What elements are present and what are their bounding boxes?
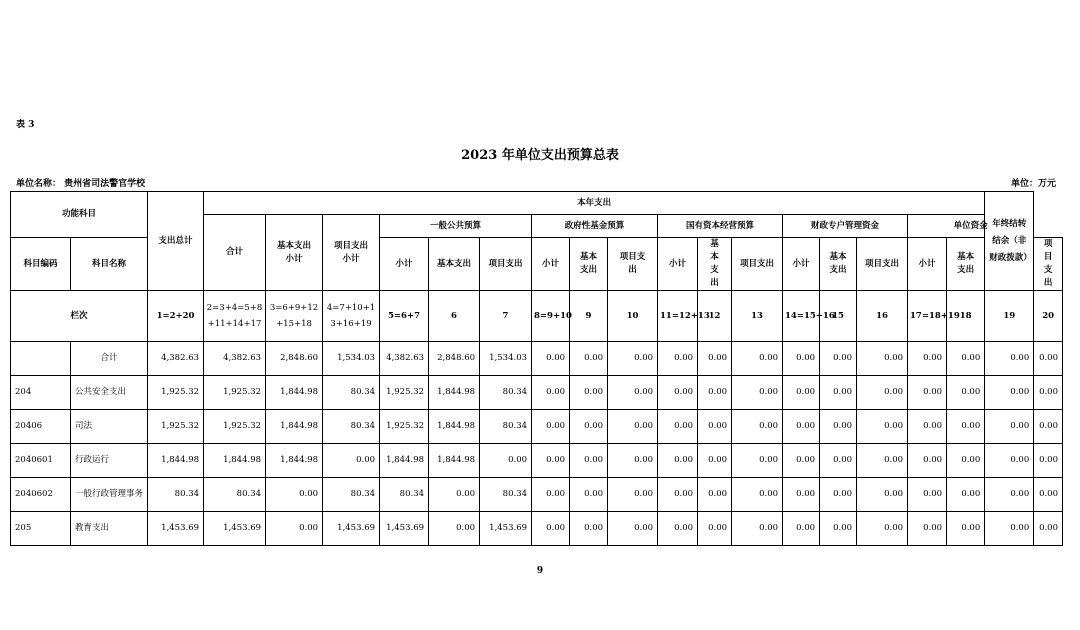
amount-cell: 0.00 <box>820 376 857 410</box>
header-general-project: 项目支出 <box>480 238 532 291</box>
amount-cell: 0.00 <box>947 444 985 478</box>
amount-cell: 0.00 <box>732 444 783 478</box>
amount-cell: 0.00 <box>1034 376 1063 410</box>
subject-code <box>11 342 71 376</box>
amount-cell: 0.00 <box>266 478 323 512</box>
amount-cell: 0.00 <box>658 478 698 512</box>
amount-cell: 1,844.98 <box>266 444 323 478</box>
amount-cell: 0.00 <box>908 410 947 444</box>
header-unit-fund: 单位资金 <box>908 215 1034 238</box>
amount-cell: 0.00 <box>732 410 783 444</box>
subject-name: 教育支出 <box>71 512 148 546</box>
header-special-basic: 基本支出 <box>820 238 857 291</box>
formula-cell: 3=6+9+12+15+18 <box>266 291 323 342</box>
amount-cell: 0.00 <box>429 478 480 512</box>
amount-cell: 80.34 <box>480 478 532 512</box>
amount-cell: 0.00 <box>783 376 820 410</box>
amount-cell: 0.00 <box>857 410 908 444</box>
amount-cell: 0.00 <box>698 410 732 444</box>
amount-cell: 0.00 <box>532 512 570 546</box>
amount-cell: 4,382.63 <box>204 342 266 376</box>
amount-cell: 1,925.32 <box>204 376 266 410</box>
amount-cell: 80.34 <box>323 376 380 410</box>
header-state-project: 项目支出 <box>732 238 783 291</box>
page-number: 9 <box>536 566 544 576</box>
amount-cell: 0.00 <box>857 478 908 512</box>
amount-cell: 0.00 <box>820 512 857 546</box>
amount-cell: 0.00 <box>985 376 1034 410</box>
formula-cell: 12 <box>698 291 732 342</box>
table-row <box>11 512 1063 546</box>
amount-cell: 0.00 <box>820 444 857 478</box>
amount-cell: 0.00 <box>570 342 608 376</box>
amount-cell: 4,382.63 <box>148 342 204 376</box>
amount-cell: 0.00 <box>429 512 480 546</box>
amount-cell: 0.00 <box>570 410 608 444</box>
formula-cell: 5=6+7 <box>380 291 429 342</box>
header-basic-subtotal: 基本支出小计 <box>266 215 323 291</box>
amount-cell: 0.00 <box>985 444 1034 478</box>
amount-cell: 0.00 <box>698 444 732 478</box>
table-label: 表 3 <box>16 120 35 130</box>
amount-cell: 0.00 <box>658 512 698 546</box>
header-gov-fund: 政府性基金预算 <box>532 215 658 238</box>
amount-cell: 2,848.60 <box>266 342 323 376</box>
amount-cell: 0.00 <box>783 342 820 376</box>
header-total: 支出总计 <box>148 192 204 291</box>
amount-cell: 0.00 <box>820 342 857 376</box>
amount-cell: 0.00 <box>783 444 820 478</box>
amount-cell: 1,453.69 <box>380 512 429 546</box>
header-gov-basic: 基本支出 <box>570 238 608 291</box>
amount-cell: 2,848.60 <box>429 342 480 376</box>
amount-cell: 1,534.03 <box>480 342 532 376</box>
amount-cell: 0.00 <box>857 512 908 546</box>
table-row <box>11 376 1063 410</box>
subject-name: 合计 <box>71 342 148 376</box>
formula-cell: 10 <box>608 291 658 342</box>
amount-cell: 0.00 <box>570 512 608 546</box>
header-code: 科目编码 <box>11 238 71 291</box>
amount-cell: 0.00 <box>532 342 570 376</box>
amount-cell: 0.00 <box>532 478 570 512</box>
header-special-project: 项目支出 <box>857 238 908 291</box>
amount-cell: 0.00 <box>908 376 947 410</box>
amount-cell: 80.34 <box>323 478 380 512</box>
amount-cell: 80.34 <box>480 410 532 444</box>
formula-label: 栏次 <box>11 291 148 342</box>
amount-cell: 0.00 <box>323 444 380 478</box>
amount-cell: 0.00 <box>658 342 698 376</box>
header-unit-basic: 基本支出 <box>947 238 985 291</box>
header-unit-project: 项目支出 <box>1034 238 1063 291</box>
header-gov-project: 项目支出 <box>608 238 658 291</box>
amount-cell: 0.00 <box>985 342 1034 376</box>
amount-cell: 1,453.69 <box>204 512 266 546</box>
header-state-basic: 基本支出 <box>698 238 732 291</box>
amount-cell: 0.00 <box>908 444 947 478</box>
amount-cell: 80.34 <box>480 376 532 410</box>
table-row <box>11 444 1063 478</box>
formula-cell: 20 <box>1034 291 1063 342</box>
table-row <box>11 478 1063 512</box>
subject-code: 2040601 <box>11 444 71 478</box>
amount-cell: 0.00 <box>608 478 658 512</box>
amount-cell: 1,844.98 <box>380 444 429 478</box>
page-title: 2023 年单位支出预算总表 <box>461 148 619 163</box>
unit-name: 单位名称： 贵州省司法警官学校 <box>16 179 146 189</box>
formula-cell: 2=3+4=5+8+11+14+17 <box>204 291 266 342</box>
amount-cell: 0.00 <box>608 410 658 444</box>
amount-cell: 1,453.69 <box>323 512 380 546</box>
header-name: 科目名称 <box>71 238 148 291</box>
amount-cell: 80.34 <box>148 478 204 512</box>
amount-cell: 0.00 <box>857 444 908 478</box>
amount-cell: 0.00 <box>947 512 985 546</box>
amount-cell: 0.00 <box>658 444 698 478</box>
amount-cell: 0.00 <box>857 376 908 410</box>
amount-cell: 0.00 <box>820 478 857 512</box>
budget-table <box>10 191 1063 546</box>
amount-cell: 1,844.98 <box>429 444 480 478</box>
formula-cell: 4=7+10+13+16+19 <box>323 291 380 342</box>
amount-cell: 0.00 <box>783 478 820 512</box>
amount-cell: 0.00 <box>732 376 783 410</box>
header-current-year: 本年支出 <box>204 192 985 215</box>
amount-cell: 0.00 <box>608 444 658 478</box>
amount-cell: 80.34 <box>380 478 429 512</box>
header-state-capital: 国有资本经营预算 <box>658 215 783 238</box>
amount-cell: 0.00 <box>947 478 985 512</box>
amount-cell: 0.00 <box>985 410 1034 444</box>
amount-cell: 1,453.69 <box>480 512 532 546</box>
amount-cell: 0.00 <box>732 342 783 376</box>
amount-cell: 0.00 <box>985 478 1034 512</box>
amount-cell: 0.00 <box>857 342 908 376</box>
amount-cell: 1,925.32 <box>380 410 429 444</box>
amount-cell: 0.00 <box>608 376 658 410</box>
amount-cell: 0.00 <box>266 512 323 546</box>
subject-code: 205 <box>11 512 71 546</box>
amount-cell: 4,382.63 <box>380 342 429 376</box>
subject-name: 行政运行 <box>71 444 148 478</box>
header-carryover: 年终结转结余（非财政拨款） <box>985 192 1034 291</box>
header-general-subtotal: 小计 <box>380 238 429 291</box>
amount-cell: 0.00 <box>658 410 698 444</box>
amount-cell: 0.00 <box>570 444 608 478</box>
amount-cell: 0.00 <box>570 376 608 410</box>
amount-cell: 0.00 <box>947 342 985 376</box>
amount-cell: 1,925.32 <box>148 410 204 444</box>
formula-cell: 16 <box>857 291 908 342</box>
amount-cell: 0.00 <box>658 376 698 410</box>
amount-cell: 1,925.32 <box>380 376 429 410</box>
header-special-subtotal: 小计 <box>783 238 820 291</box>
amount-cell: 0.00 <box>732 512 783 546</box>
amount-cell: 0.00 <box>783 512 820 546</box>
amount-cell: 1,844.98 <box>148 444 204 478</box>
header-subtotal-all: 合计 <box>204 215 266 291</box>
amount-cell: 0.00 <box>908 512 947 546</box>
formula-cell: 19 <box>985 291 1034 342</box>
formula-cell: 7 <box>480 291 532 342</box>
header-general-budget: 一般公共预算 <box>380 215 532 238</box>
subject-code: 204 <box>11 376 71 410</box>
formula-cell: 17=18+19 <box>908 291 947 342</box>
amount-cell: 0.00 <box>532 444 570 478</box>
amount-cell: 0.00 <box>608 342 658 376</box>
amount-cell: 1,534.03 <box>323 342 380 376</box>
amount-cell: 1,844.98 <box>204 444 266 478</box>
amount-cell: 1,844.98 <box>266 410 323 444</box>
amount-cell: 1,453.69 <box>148 512 204 546</box>
subject-name: 司法 <box>71 410 148 444</box>
amount-cell: 0.00 <box>1034 444 1063 478</box>
amount-cell: 0.00 <box>908 478 947 512</box>
amount-cell: 1,925.32 <box>204 410 266 444</box>
amount-cell: 0.00 <box>947 410 985 444</box>
amount-cell: 0.00 <box>732 478 783 512</box>
amount-cell: 0.00 <box>532 376 570 410</box>
formula-cell: 1=2+20 <box>148 291 204 342</box>
amount-cell: 0.00 <box>698 376 732 410</box>
formula-cell: 8=9+10 <box>532 291 570 342</box>
formula-cell: 9 <box>570 291 608 342</box>
amount-cell: 0.00 <box>698 512 732 546</box>
amount-cell: 0.00 <box>1034 512 1063 546</box>
header-project-subtotal: 项目支出小计 <box>323 215 380 291</box>
amount-cell: 0.00 <box>985 512 1034 546</box>
formula-cell: 6 <box>429 291 480 342</box>
amount-cell: 0.00 <box>1034 478 1063 512</box>
subject-code: 20406 <box>11 410 71 444</box>
formula-cell: 14=15+16 <box>783 291 820 342</box>
formula-cell: 11=12+13 <box>658 291 698 342</box>
header-state-subtotal: 小计 <box>658 238 698 291</box>
formula-cell: 13 <box>732 291 783 342</box>
header-general-basic: 基本支出 <box>429 238 480 291</box>
subject-name: 一般行政管理事务 <box>71 478 148 512</box>
amount-cell: 0.00 <box>570 478 608 512</box>
amount-cell: 0.00 <box>608 512 658 546</box>
amount-cell: 0.00 <box>698 342 732 376</box>
amount-cell: 0.00 <box>532 410 570 444</box>
amount-cell: 80.34 <box>323 410 380 444</box>
amount-cell: 0.00 <box>480 444 532 478</box>
amount-cell: 0.00 <box>1034 342 1063 376</box>
amount-cell: 1,844.98 <box>429 410 480 444</box>
amount-cell: 0.00 <box>820 410 857 444</box>
header-gov-subtotal: 小计 <box>532 238 570 291</box>
formula-cell: 18 <box>947 291 985 342</box>
table-row <box>11 342 1063 376</box>
amount-cell: 1,925.32 <box>148 376 204 410</box>
header-func-subject: 功能科目 <box>11 192 148 238</box>
amount-cell: 80.34 <box>204 478 266 512</box>
table-row <box>11 410 1063 444</box>
header-special-fund: 财政专户管理资金 <box>783 215 908 238</box>
amount-cell: 0.00 <box>698 478 732 512</box>
amount-cell: 0.00 <box>947 376 985 410</box>
formula-cell: 15 <box>820 291 857 342</box>
amount-cell: 1,844.98 <box>429 376 480 410</box>
amount-cell: 0.00 <box>908 342 947 376</box>
subject-code: 2040602 <box>11 478 71 512</box>
subject-name: 公共安全支出 <box>71 376 148 410</box>
amount-cell: 0.00 <box>1034 410 1063 444</box>
amount-cell: 1,844.98 <box>266 376 323 410</box>
unit-label: 单位：万元 <box>1010 179 1056 189</box>
amount-cell: 0.00 <box>783 410 820 444</box>
header-unit-subtotal: 小计 <box>908 238 947 291</box>
